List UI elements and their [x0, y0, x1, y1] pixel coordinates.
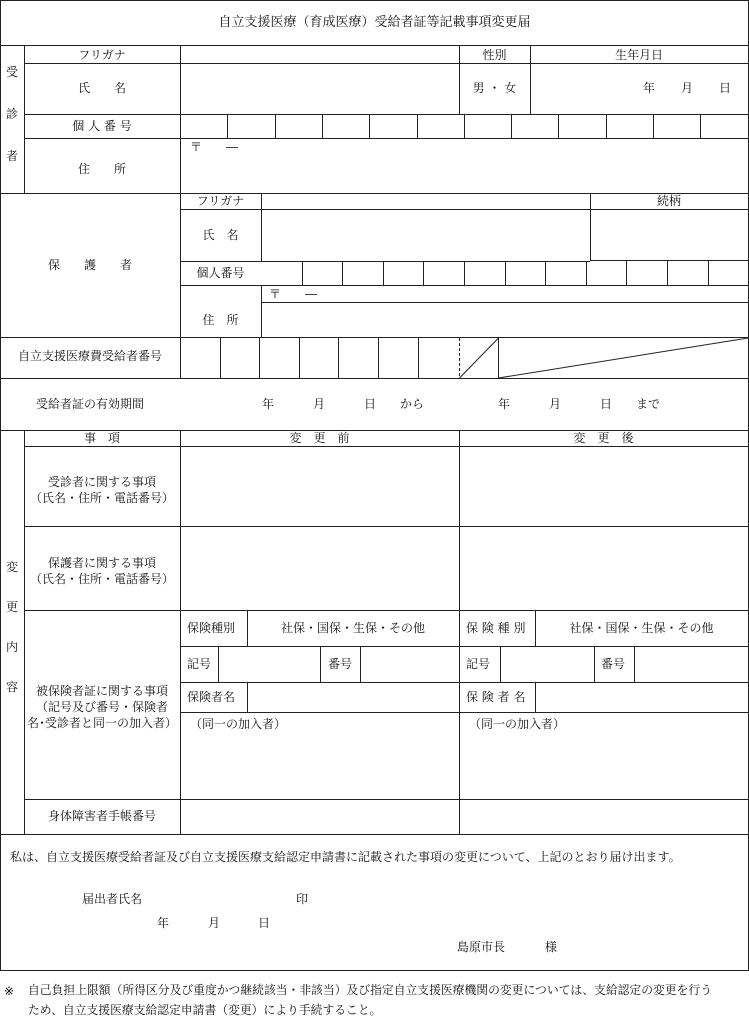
row-patient-label: 受診者に関する事項 （氏名・住所・電話番号）: [29, 475, 174, 505]
row-insurance-label: 被保険者証に関する事項 （記号及び番号・保険者 名･受診者と同一の加入者）: [26, 684, 177, 730]
patient-section-label: 受 診 者: [5, 65, 18, 163]
validity-from-month: 月: [313, 397, 326, 411]
patient-name-label: 氏 名: [77, 81, 126, 95]
validity-label: 受給者証の有効期間: [35, 397, 144, 411]
insurer-after-label: 保 険 者 名: [466, 690, 526, 704]
patient-postal: 〒 ―: [190, 140, 239, 154]
guardian-mynumber-label: 個人番号: [196, 266, 245, 280]
same-member-before: （同一の加入者）: [190, 717, 287, 731]
addressee: 島原市長: [457, 940, 506, 954]
validity-to-label: まで: [636, 397, 661, 411]
symbol-before-label: 記号: [187, 657, 212, 671]
birth-year-unit: 年: [643, 81, 656, 95]
changes-section-label: 変 更 内 容: [5, 560, 18, 694]
guardian-section-label: 保 護 者: [47, 258, 132, 272]
guardian-name-label: 氏 名: [202, 228, 239, 242]
recipient-number-label: 自立支援医療費受給者番号: [17, 349, 162, 363]
col-item-header: 事 項: [83, 431, 120, 445]
filer-name-label: 届出者氏名: [82, 892, 143, 906]
patient-mynumber-label: 個 人 番 号: [72, 119, 132, 133]
guardian-postal: 〒 ―: [269, 287, 318, 301]
note-line-2: ため、自立支援医療支給認定申請書（変更）により手続すること。: [28, 1003, 382, 1017]
insurance-options-after[interactable]: 社保・国保・生保・その他: [569, 621, 714, 635]
patient-address-label: 住 所: [77, 162, 126, 176]
validity-to-year: 年: [498, 397, 511, 411]
row-guardian-label: 保護者に関する事項 （氏名・住所・電話番号）: [29, 556, 174, 586]
insurance-type-after-label: 保 険 種 別: [466, 621, 526, 635]
validity-from-year: 年: [262, 397, 275, 411]
validity-to-month: 月: [549, 397, 562, 411]
disability-book-label: 身体障害者手帳番号: [47, 809, 156, 823]
date-day-unit: 日: [258, 916, 271, 930]
col-after-header: 変 更 後: [573, 431, 634, 445]
date-month-unit: 月: [208, 916, 221, 930]
birth-day-unit: 日: [719, 81, 732, 95]
validity-from-label: から: [400, 397, 425, 411]
insurance-type-before-label: 保険種別: [187, 621, 236, 635]
form-title: 自立支援医療（育成医療）受給者証等記載事項変更届: [218, 15, 531, 30]
date-year-unit: 年: [157, 916, 170, 930]
gender-options[interactable]: 男 ・ 女: [472, 81, 517, 95]
seal-mark: 印: [296, 892, 309, 906]
honorific: 様: [545, 940, 558, 954]
note-mark: ※: [4, 984, 15, 998]
validity-to-day: 日: [600, 397, 613, 411]
declaration-statement: 私は、自立支援医療受給者証及び自立支援医療支給認定申請書に記載された事項の変更について、上記のとおり届け出ます。: [10, 850, 681, 864]
number-before-label: 番号: [328, 657, 353, 671]
birth-month-unit: 月: [681, 81, 694, 95]
guardian-furigana-label: フリガナ: [196, 194, 245, 208]
col-before-header: 変 更 前: [289, 431, 350, 445]
insurer-before-label: 保険者名: [187, 690, 236, 704]
insurance-options-before[interactable]: 社保・国保・生保・その他: [280, 621, 425, 635]
note-line-1: 自己負担上限額（所得区分及び重度かつ継続該当・非該当）及び指定自立支援医療機関の変更については、支給認定の変更を行う: [28, 983, 712, 997]
patient-furigana-label: フリガナ: [78, 48, 126, 62]
birth-header: 生年月日: [614, 48, 663, 62]
guardian-address-label: 住 所: [202, 313, 239, 327]
validity-from-day: 日: [364, 397, 377, 411]
gender-header: 性別: [482, 48, 507, 62]
symbol-after-label: 記号: [466, 657, 491, 671]
number-after-label: 番号: [601, 657, 626, 671]
guardian-relation-label: 続柄: [656, 194, 681, 208]
same-member-after: （同一の加入者）: [469, 717, 566, 731]
